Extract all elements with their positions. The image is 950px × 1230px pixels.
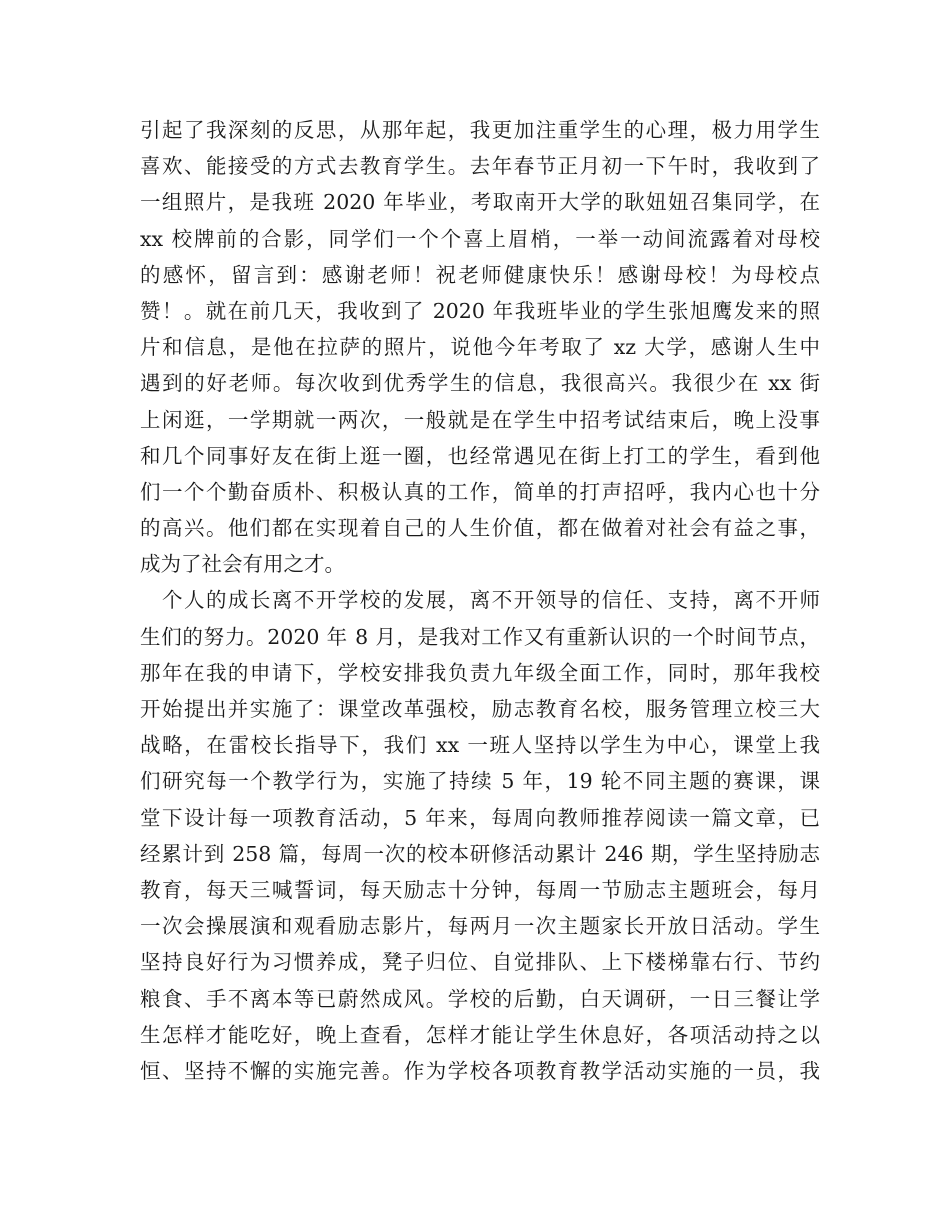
text-line: 和几个同事好友在街上逛一圈，也经常遇见在街上打工的学生，看到他 — [140, 443, 820, 468]
text-line: 战略，在雷校长指导下，我们 xx 一班人坚持以学生为中心，课堂上我 — [140, 733, 820, 758]
text-line: 生怎样才能吃好，晚上查看，怎样才能让学生休息好，各项活动持之以 — [140, 1022, 820, 1047]
text-line: 喜欢、能接受的方式去教育学生。去年春节正月初一下午时，我收到了 — [140, 154, 820, 179]
text-line: 引起了我深刻的反思，从那年起，我更加注重学生的心理，极力用学生 — [140, 118, 820, 142]
text-line: 恒、坚持不懈的实施完善。作为学校各项教育教学活动实施的一员，我 — [140, 1058, 820, 1083]
text-line: 一组照片，是我班 2020 年毕业，考取南开大学的耿妞妞召集同学，在 — [140, 190, 820, 215]
text-line: xx 校牌前的合影，同学们一个个喜上眉梢，一举一动间流露着对母校 — [140, 226, 820, 251]
text-line: 们一个个勤奋质朴、积极认真的工作，简单的打声招呼，我内心也十分 — [140, 479, 820, 504]
text-line: 开始提出并实施了：课堂改革强校，励志教育名校，服务管理立校三大 — [140, 697, 820, 721]
text-line: 成为了社会有用之才。 — [140, 552, 345, 577]
text-line: 那年在我的申请下，学校安排我负责九年级全面工作，同时，那年我校 — [140, 660, 820, 685]
text-line: 经累计到 258 篇，每周一次的校本研修活动累计 246 期，学生坚持励志 — [140, 841, 820, 866]
paragraph-2 — [140, 582, 820, 1089]
text-line: 们研究每一个教学行为，实施了持续 5 年，19 轮不同主题的赛课，课 — [140, 769, 820, 794]
text-line: 生们的努力。2020 年 8 月，是我对工作又有重新认识的一个时间节点， — [140, 624, 820, 649]
text-line: 遇到的好老师。每次收到优秀学生的信息，我很高兴。我很少在 xx 街 — [140, 371, 820, 396]
text-line: 的高兴。他们都在实现着自己的人生价值，都在做着对社会有益之事， — [140, 516, 820, 541]
paragraph-1 — [140, 112, 820, 582]
document-body — [140, 112, 820, 1089]
text-line: 个人的成长离不开学校的发展，离不开领导的信任、支持，离不开师 — [140, 588, 820, 613]
text-line: 上闲逛，一学期就一两次，一般就是在学生中招考试结束后，晚上没事 — [140, 407, 820, 432]
text-line: 一次会操展演和观看励志影片，每两月一次主题家长开放日活动。学生 — [140, 914, 820, 939]
text-line: 教育，每天三喊誓词，每天励志十分钟，每周一节励志主题班会，每月 — [140, 877, 820, 902]
text-line: 片和信息，是他在拉萨的照片，说他今年考取了 xz 大学，感谢人生中 — [140, 335, 820, 360]
text-line: 赞！。就在前几天，我收到了 2020 年我班毕业的学生张旭鹰发来的照 — [140, 298, 820, 323]
text-line: 粮食、手不离本等已蔚然成风。学校的后勤，白天调研，一日三餐让学 — [140, 986, 820, 1011]
text-line: 的感怀，留言到：感谢老师！祝老师健康快乐！感谢母校！为母校点 — [140, 262, 820, 287]
text-line: 堂下设计每一项教育活动，5 年来，每周向教师推荐阅读一篇文章，已 — [140, 805, 820, 830]
text-line: 坚持良好行为习惯养成，凳子归位、自觉排队、上下楼梯靠右行、节约 — [140, 950, 820, 975]
